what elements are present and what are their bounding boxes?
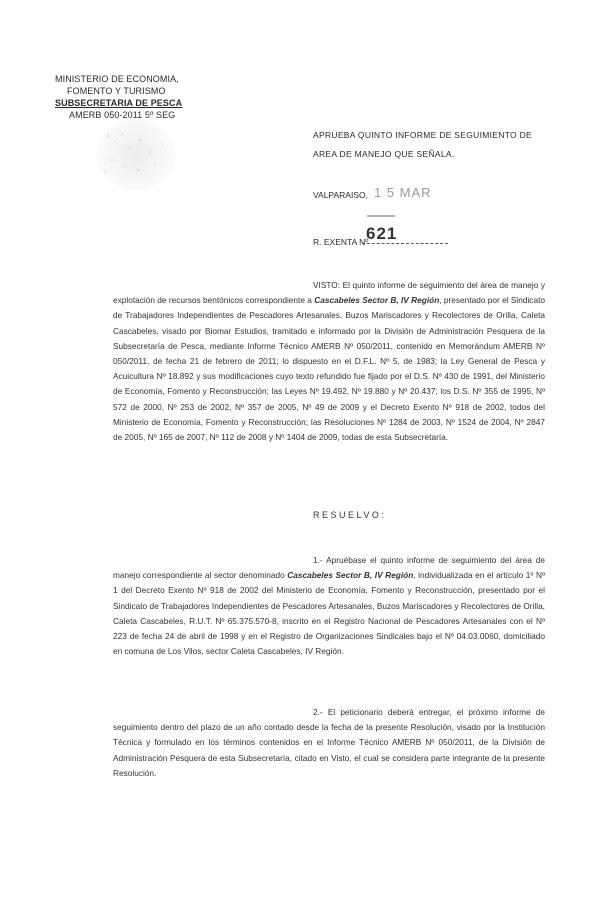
exenta-underline — [362, 243, 448, 244]
visto-area-name: Cascabeles Sector B, IV Región — [314, 295, 440, 306]
item1-text-a: 1.- Apruébase el quinto informe de seguimiento del área de manejo correspondiente al sector denominado — [113, 555, 545, 581]
item1-area-name: Cascabeles Sector B, IV Región — [287, 570, 414, 581]
place-label: VALPARAISO, — [313, 190, 368, 200]
ministry-header — [55, 73, 182, 121]
date-stamp: 1 5 MAR — [374, 185, 432, 200]
item1-text-b: , individualizada en el artículo 1º Nº 1 del Decreto Exento Nº 918 de 2002 del Ministerio de Economía, Fomento y Reconstrucción, presentado por el Sindicato de Trabajadores Independientes de Pescadores Artesanales, Buzos Mariscadores y Recolectores de Orilla, Caleta Cascabeles, R.U.T. Nº 65.375.570-8, inscrito en el Registro Nacional de Pescadores Artesanales con el Nº 223 de fecha 24 de abril de 1998 y en el Registro de Organizaciones Sindicales bajo el Nº 04.03.0060, domiciliado en comuna de Los Vilos, sector Caleta Cascabeles, IV Región. — [113, 570, 545, 657]
exenta-label: R. EXENTA Nº — [313, 237, 369, 247]
item2-text: 2.- El peticionario deberá entregar, el próximo informe de seguimiento dentro del plazo de un año contado desde la fecha de la presente Resolución, visado por la Institución Técnica y formulado en los términos contenidos en el Informe Técnico AMERB Nº 050/2011, de la División de Administración Pesquera de esta Subsecretaría, citado en Visto, el cual se considera parte integrante de la presente Resolución. — [113, 707, 545, 778]
ministry-subname: FOMENTO Y TURISMO — [67, 86, 166, 96]
subject-line-1: APRUEBA QUINTO INFORME DE SEGUIMIENTO DE — [313, 130, 533, 140]
visto-text-b: , presentado por el Sindicato de Trabajadores Independientes de Pescadores Artesanales, Buzos Mariscadores y Recolectores de Orilla, Caleta Cascabeles, visado por Biomar Estudios, tramitado e informado por la División de Administración Pesquera de la Subsecretaría de Pesca, mediante Informe Técnico AMERB Nº 050/2011, contenido en Memorándum AMERB Nº 050/2011, de fecha 21 de febrero de 2011; lo dispuesto en el D.F.L. Nº 5, de 1983; la Ley General de Pesca y Acuicultura Nº 18.892 y sus modificaciones cuyo texto refundido fue fijado por el D.S. Nº 430 de 1991, del Ministerio de Economía, Fomento y Reconstrucción; las Leyes Nº 19.492, Nº 19.880 y Nº 20.437; los D.S. Nº 355 de 1995, Nº 572 de 2000, Nº 253 de 2002, Nº 357 de 2005, Nº 49 de 2009 y el Decreto Exento Nº 918 de 2002, todos del Ministerio de Economía, Fomento y Reconstrucción; las Resoluciones Nº 1284 de 2003, Nº 1524 de 2004, Nº 2847 de 2005, Nº 165 de 2007, Nº 112 de 2008 y Nº 1404 de 2009, todas de esta Subsecretaría. — [113, 295, 545, 443]
subject-line-2: AREA DE MANEJO QUE SEÑALA. — [313, 149, 455, 159]
seal-stamp-marks — [100, 130, 170, 180]
subsecretaria-name: SUBSECRETARIA DE PESCA — [55, 98, 183, 108]
amerb-reference: AMERB 050-2011 5º SEG — [69, 110, 176, 120]
stamp-mark — [367, 215, 395, 217]
resuelvo-heading: RESUELVO: — [313, 510, 387, 520]
resolution-item-1 — [113, 553, 545, 659]
visto-paragraph — [113, 278, 545, 445]
exenta-number: 621 — [366, 224, 398, 243]
resolution-item-2 — [113, 705, 545, 781]
visto-lead: VISTO: — [313, 280, 341, 290]
visto-text-a: El quinto informe de seguimiento del área de manejo y explotación de recursos bentónicos correspondiente a — [113, 280, 545, 306]
resolution-subject — [313, 126, 558, 164]
ministry-name: MINISTERIO DE ECONOMIA, — [55, 74, 179, 84]
